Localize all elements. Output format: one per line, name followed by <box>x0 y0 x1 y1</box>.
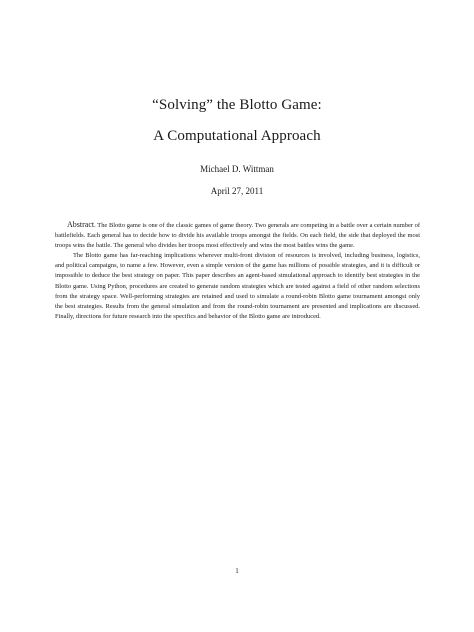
page-number: 1 <box>235 567 239 575</box>
paper-title-line1: “Solving” the Blotto Game: <box>152 97 322 113</box>
abstract-label: Abstract <box>67 220 95 229</box>
paper-author: Michael D. Wittman <box>200 164 274 174</box>
abstract-paragraph-2: The Blotto game has far-reaching implications wherever multi-front division of resources is involved, including business, logistics, and political campaigns, to name a few. However, even a simple version of the game has millions of possible strategies, and it is difficult or impossible to deduce the best strategy on paper. This paper describes an agent-based simulational approach to identify best strategies in the Blotto game. Using Python, procedures are created to generate random strategies which are tested against a field of other random selections from the strategy space. Well-performing strategies are retained and used to simulate a round-robin Blotto game tournament amongst only the best strategies. Results from the general simulation and from the round-robin tournament are presented and implications are discussed. Finally, directions for future research into the specifics and behavior of the Blotto game are introduced. <box>55 252 420 320</box>
abstract-block <box>55 220 420 322</box>
paper-title-line2: A Computational Approach <box>153 128 321 144</box>
paper-date: April 27, 2011 <box>210 186 264 196</box>
abstract-paragraph-1 <box>55 220 420 251</box>
abstract-text-1: . The Blotto game is one of the classic games of game theory. Two generals are competing in a battle over a certain number of battlefields. Each general has to decide how to divide his available troops amongst the fields. On each field, the side that deployed the most troops wins the battle. The general who divides her troops most effectively and wins the most battles wins the game. <box>55 222 420 250</box>
